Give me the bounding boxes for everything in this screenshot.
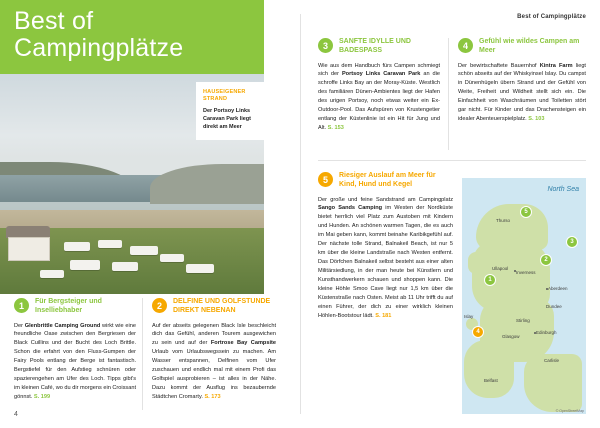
entry-2-page-ref[interactable]: S. 173 <box>204 394 221 400</box>
entry-2-text: Auf der abseits gelegenen Black Isle beschleicht dich das Gefühl, anderen Tourem ausgewichen zu sein und auf der Fortrose Bay Campsite Urlaub vom Urlaubswegssein zu machen. Am Wasser entspannen, Delfinen vom Ufer zuschauen und endlich mal mit einem Profi das Golfspiel ausprobieren – ist alles in der Nähe. Dazu kommt der Ausflug ins bezaubernde Städtchen Cromarty. <box>152 322 276 400</box>
entry-1-text: Der Glenbrittle Camping Ground wirkt wie eine freundliche Oase zwischen den Bergriesen der Black Cuillins und der Bucht des Loch Brittle. Schon die erfahrt von den Fluss-Gumpen der Fairy Pools entlang der Berge ist fantastisch. Bergstiefel für den Aufstieg schnüren oder spazierengehen am Ufer des Loch. Tipps gibt's im kleinen Café, wo du dir morgens ein Croissant gönnst. <box>14 322 136 400</box>
map-landmass-skye <box>468 252 484 274</box>
map-label-inverness: Inverness <box>516 270 536 275</box>
page-title <box>14 8 244 62</box>
entry-4-number: 4 <box>458 38 473 53</box>
running-head: Best of Campingplätze <box>517 14 586 20</box>
map-pin-4[interactable]: 4 <box>472 326 484 338</box>
map-label-stirling: Stirling <box>516 318 530 323</box>
photo-caravan <box>70 260 100 270</box>
page-number: 4 <box>14 411 18 418</box>
entry-1-page-ref[interactable]: S. 199 <box>33 394 51 400</box>
entry-1-title: Für Bergsteiger und Inselliebhaber <box>35 298 102 314</box>
entry-4-head <box>458 38 586 56</box>
photo-caravan <box>98 240 122 248</box>
entry-1-body <box>14 322 136 402</box>
entry-5-number: 5 <box>318 172 333 187</box>
page-title-line1: Best of <box>14 7 94 35</box>
entry-1-number: 1 <box>14 298 29 313</box>
entry-3-title: SANFTE IDYLLE UND BADESPASS <box>339 38 411 54</box>
entry-4-title: Gefühl wie wildes Campen am Meer <box>479 38 580 54</box>
map-dot <box>546 288 548 290</box>
map-credit: © OpenStreetMap <box>555 409 584 413</box>
photo-caption-text: Der Portsoy Links Caravan Park liegt direkt am Meer <box>203 108 251 131</box>
photo-caption <box>196 82 264 140</box>
scotland-map[interactable] <box>462 178 586 414</box>
entry-5-text: Der große und feine Sandstrand am Campingplatz Sango Sands Camping im Westen der Nordküste bietet herrlich viel Platz zum Austoben mit Kindern und Hunden. An schönen warmen Tagen, die es auch im Mai geben kann, kommt beinahe Karibikgefühl auf. Der nächste tolle Strand, Balnakeil Beach, ist nur 5 km über die kleine Landstraße nach Westen entfernt. Das Dörfchen Balnakeil selbst besteht aus einer alten Militärsiedlung, in der man heute bei Künstlern und Kunsthandwerkern schauen und shoppen kann. Die kleine Höhle Smoo Cave liegt nur 1,5 km über die Küstenstraße nach Osten. Meist ab 11 Uhr trifft du auf einen Führer, der dich zu einer wirklich kleinen Höhlen-Bootstour lädt. <box>318 196 453 319</box>
entry-2 <box>152 298 276 402</box>
map-pin-2[interactable]: 2 <box>540 254 552 266</box>
divider-vertical-left-cols <box>142 298 143 410</box>
entry-4 <box>458 38 586 124</box>
map-label-carlisle: Carlisle <box>544 358 560 363</box>
photo-cottage <box>8 237 50 261</box>
entry-1-head <box>14 298 136 316</box>
entry-2-title: DELFINE UND GOLFSTUNDE DIREKT NEBENAN <box>173 298 271 314</box>
entry-2-number: 2 <box>152 298 167 313</box>
entry-3-text: Wie aus dem Handbuch fürs Campen schmiegt sich der Portsoy Links Caravan Park an die schroffe Links Bay an der Moray-Küste. Westlich des familiären Dünen-Ambientes liegt der Hafen des urigen Portsoy, noch etwas weiter ein Ex-Outdoor-Pool. Das Aufspüren von Krustengetier entlang der Küstenlinie ist ein Hit für Jung und Alt. <box>318 62 441 132</box>
map-label-thurso: Thurso <box>496 218 511 223</box>
map-dot <box>534 332 536 334</box>
entry-3-page-ref[interactable]: S. 153 <box>327 125 344 132</box>
entry-5-body <box>318 196 453 321</box>
entry-2-body <box>152 322 276 402</box>
map-label-belfast: Belfast <box>484 378 498 383</box>
page-title-line2: Campingplätze <box>14 34 184 62</box>
photo-caravan <box>160 254 184 262</box>
photo-caravan <box>130 246 158 255</box>
map-label-islay: Islay <box>464 314 474 319</box>
entry-4-text: Der bewirtschaftete Bauernhof Kintra Farm liegt schön abseits auf der Whiskyinsel Islay. Du campst in Dünenhügeln übern Strand und der Gefühl von Weite, Freiheit und Wildheit stellt sich ein. Die Einfachheit von Waschräumen und Toiletten stört gar nicht. Für Kinder und das Drachensteigen ein idealer Abenteuerspielplatz. <box>458 62 586 123</box>
map-label-ullapool: Ullapool <box>492 266 509 271</box>
entry-2-head <box>152 298 276 316</box>
photo-caravan <box>112 262 138 271</box>
photo-caravan <box>40 270 64 278</box>
photo-caption-kicker: HAUSEIGENER STRAND <box>203 89 246 103</box>
entry-5-title: Riesiger Auslauf am Meer für Kind, Hund und Kegel <box>339 172 436 188</box>
entry-4-body <box>458 62 586 125</box>
divider-vertical-center <box>300 14 301 414</box>
map-label-edinburgh: Edinburgh <box>536 330 557 335</box>
photo-caravan <box>186 264 214 273</box>
entry-3-number: 3 <box>318 38 333 53</box>
map-landmass-ireland <box>464 340 514 398</box>
map-sea-label: North Sea <box>547 186 579 193</box>
map-pin-3[interactable]: 3 <box>566 236 578 248</box>
map-label-glasgow: Glasgow <box>502 334 520 339</box>
map-pin-1[interactable]: 1 <box>484 274 496 286</box>
map-label-dundee: Dundee <box>546 304 562 309</box>
entry-3-body <box>318 62 440 134</box>
map-dot <box>514 270 516 272</box>
divider-horizontal-right <box>318 160 586 161</box>
entry-3 <box>318 38 440 133</box>
map-pin-5[interactable]: 5 <box>520 206 532 218</box>
photo-caravan <box>64 242 90 251</box>
entry-4-page-ref[interactable]: S. 103 <box>528 116 545 123</box>
entry-5 <box>318 172 453 321</box>
map-label-aberdeen: Aberdeen <box>548 286 568 291</box>
entry-1 <box>14 298 136 402</box>
divider-vertical-right-cols <box>448 38 449 150</box>
entry-5-page-ref[interactable]: S. 181 <box>375 312 392 319</box>
entry-5-head <box>318 172 453 190</box>
entry-3-head <box>318 38 440 56</box>
